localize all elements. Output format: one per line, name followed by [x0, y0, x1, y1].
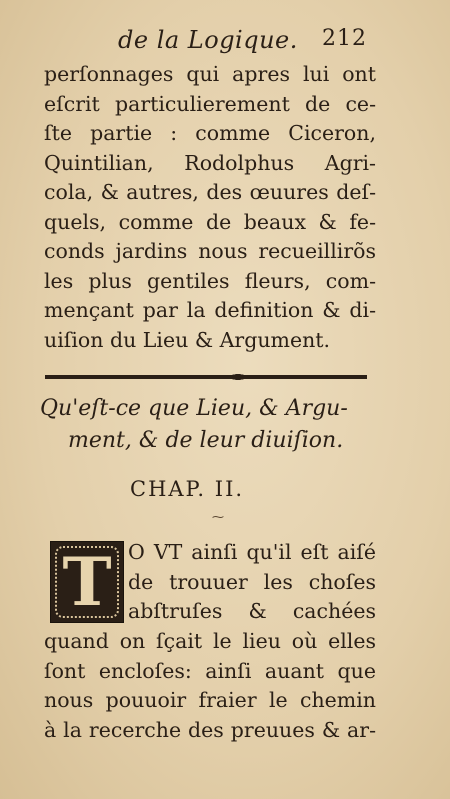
drop-cap-letter: T	[62, 543, 112, 621]
text-line: cola, & autres, des œuures deſ-	[44, 180, 376, 204]
text-line: ſont encloſes: ainſi auant que	[44, 658, 376, 683]
chapter-title-line: Qu'eſt-ce que Lieu, & Argu-	[40, 396, 348, 421]
body-paragraph	[44, 60, 376, 355]
text-line: quels, comme de beaux & fe-	[44, 209, 376, 234]
text-line: à la recerche des preuues & ar-	[44, 717, 376, 742]
text-line: quand on ſçait le lieu où elles	[44, 629, 376, 653]
small-ornament: ⁓	[212, 510, 224, 524]
text-line: abſtruſes & cachées	[128, 599, 376, 623]
text-line: nous pouuoir fraier le chemin	[44, 688, 376, 712]
chapter-label: CHAP. II.	[130, 477, 245, 501]
page-number: 212	[322, 26, 367, 51]
text-line: ſte partie : comme Ciceron,	[44, 121, 376, 145]
text-line: les plus gentiles fleurs, com-	[44, 268, 376, 293]
paragraph-continuation	[44, 627, 376, 745]
text-line: eſcrit particulierement de ce-	[44, 91, 376, 116]
running-head	[0, 26, 450, 56]
text-line: O VT ainſi qu'il eſt aiſé	[128, 540, 376, 564]
text-line: conds jardins nous recueillirõs	[44, 239, 376, 263]
indented-paragraph	[128, 538, 376, 627]
chapter-title	[40, 393, 380, 457]
decorated-drop-cap	[50, 541, 124, 623]
running-head-title: de la Logique.	[118, 26, 298, 54]
text-line: uiſion du Lieu & Argument.	[44, 327, 331, 352]
text-line: de trouuer les choſes	[128, 569, 376, 594]
text-line: perſonnages qui apres lui ont	[44, 62, 376, 86]
text-line: Quintilian, Rodolphus Agri-	[44, 150, 376, 175]
chapter-title-line: ment, & de leur diuiſion.	[68, 428, 344, 453]
text-line: mençant par la definition & di-	[44, 298, 376, 322]
section-divider-rule	[45, 375, 367, 379]
